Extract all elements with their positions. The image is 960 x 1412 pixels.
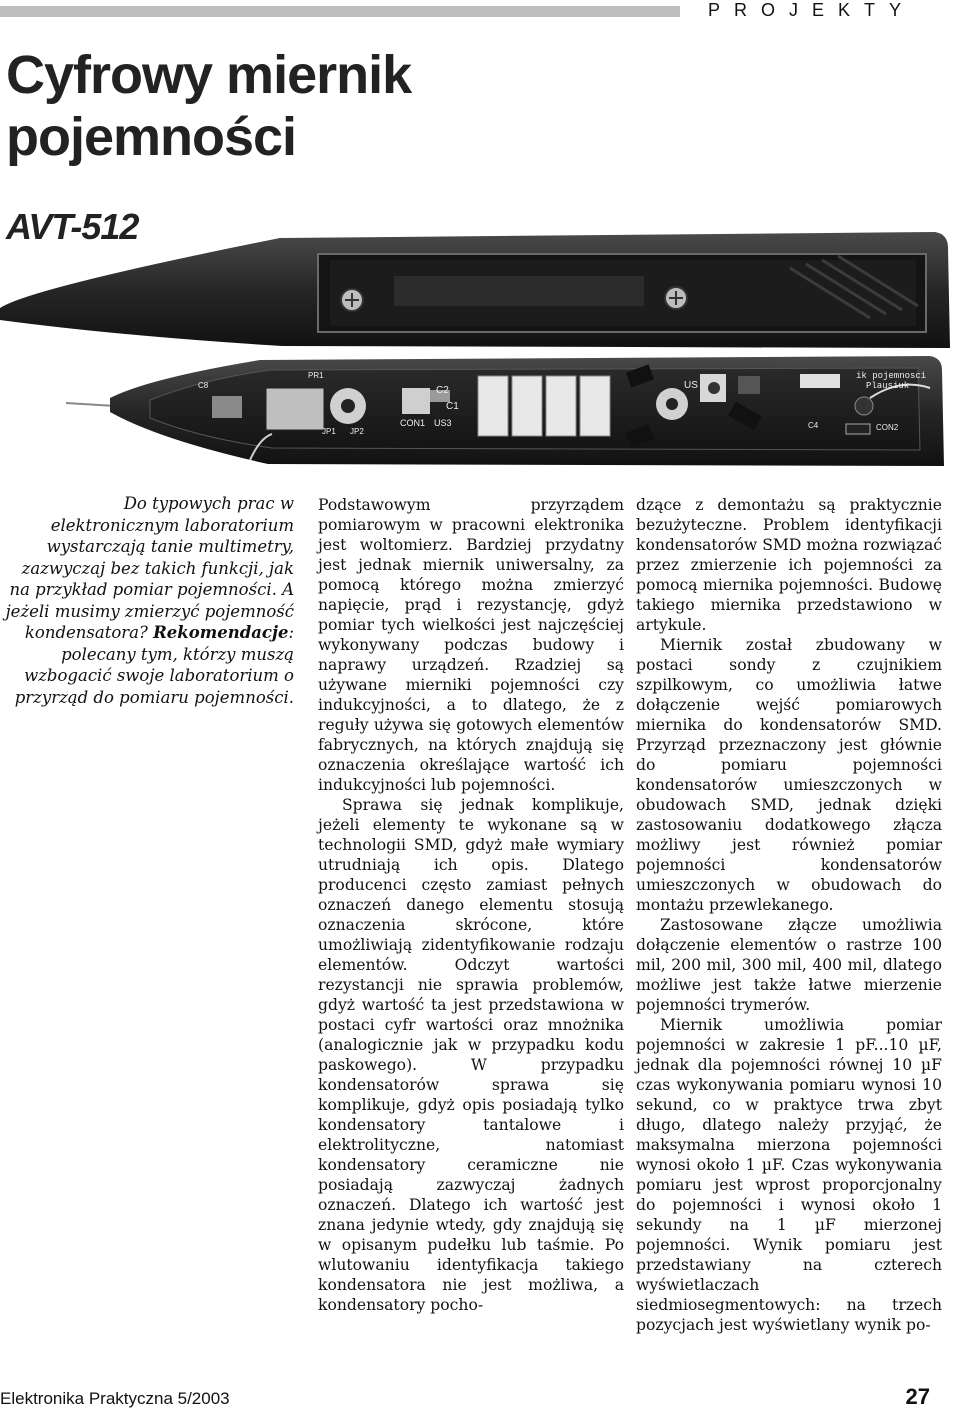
body-paragraph: Miernik umożliwia pomiar pojemności w zakresie 1 pF...10 µF, jednak dla pojemności równej 10 µF czas wykonywania pomiaru wynosi 10 sekund, co w praktyce trwa zbyt długo, dlatego należy przyjąć, że maksymalna mierzona pojemności wynosi około 1 µF. Czas wykonywania pomiaru jest wprost proporcjonalny do pojemności i wynosi około 1 sekundy na 1 µF mierzonej pojemności. Wynik pomiaru jest przedstawiany na czterech wyświetlaczach siedmiosegmentowych: na trzech pozycjach jest wyświetlany wynik po-: [636, 1016, 942, 1334]
body-paragraph: Sprawa się jednak komplikuje, jeżeli elementy te wykonane są w technologii SMD, gdyż małe wymiary utrudniają ich opis. Dlatego producenci często zamiast pełnych oznaczeń danego elementu stosują oznaczenia skrócone, które umożliwiają zidentyfikowanie rodzaju elementów. Odczyt wartości rezystancji nie sprawia problemów, gdyż wartość ta jest przedstawiona w postaci cyfr wartości oraz mnożnika (analogicznie jak w przypadku kodu paskowego). W przypadku kondensatorów sprawa się komplikuje, gdyż opis posiadają tylko kondensatory tantalowe i elektrolityczne, natomiast kondensatory ceramiczne nie posiadają zazwyczaj żadnych oznaczeń. Dlatego ich wartość jest znana jedynie wtedy, gdy znajdują się w opisanym pudełku lub taśmie. Po wlutowaniu identyfikacja takiego kondensatora nie jest możliwa, a kondensatory pocho-: [318, 796, 624, 1314]
body-paragraph: Zastosowane złącze umożliwia dołączenie elementów o rastrze 100 mil, 200 mil, 300 mil, 400 mil, dlatego możliwe jest także łatwe mierzenie pojemności trymerów.: [636, 916, 942, 1014]
device-photo: [0, 228, 960, 478]
pcb-label: JP2: [350, 427, 364, 436]
pcb-label: C4: [808, 421, 819, 430]
page-number: 27: [905, 1384, 930, 1409]
recommendation-label: Rekomendacje: [153, 623, 289, 642]
lead-text: Do typowych prac w elektronicznym laboratorium wystarczają tanie multimetry, zazwyczaj bez takich funkcji, jak na przykład pomiar pojemności. A jeżeli musimy zmierzyć pojemność kondensatora?: [5, 494, 294, 642]
body-column-2: [636, 495, 942, 1335]
pcb-label: C2: [436, 385, 449, 396]
pcb-label: ik pojemnosci: [856, 371, 927, 381]
lead-recommendation: : polecany tym, którzy muszą wzbogacić swoje laboratorium o przyrząd do pomiaru pojemności.: [14, 623, 294, 707]
pcb-label: US: [684, 380, 698, 391]
pcb-label: JP1: [322, 427, 336, 436]
section-label: PROJEKTY: [708, 0, 916, 20]
body-paragraph: dzące z demontażu są praktycznie bezużyteczne. Problem identyfikacji kondensatorów SMD można rozwiązać przez zmierzenie ich pojemności za pomocą miernika pojemności. Budowę takiego miernika przedstawiono w artykule.: [636, 496, 942, 634]
display-digit: [546, 376, 576, 436]
pcb-label: CON2: [876, 423, 899, 432]
pcb-label: C1: [446, 401, 459, 412]
magazine-issue: Elektronika Praktyczna 5/2003: [0, 1389, 230, 1408]
pcb-label: C8: [198, 381, 209, 390]
display-digit: [478, 376, 508, 436]
body-paragraph: Miernik został zbudowany w postaci sondy z czujnikiem szpilkowym, co umożliwia łatwe dołączenie wejść pomiarowych miernika do kondensatorów SMD. Przyrząd przeznaczony jest głównie do pomiaru pojemności kondensatorów umieszczonych w obudowach SMD, jednak dzięki zastosowaniu dodatkowego złącza możliwy jest również pomiar pojemności kondensatorów umieszczonych w obudowach do montażu przewlekanego.: [636, 636, 942, 914]
kit-code: AVT-512: [6, 206, 139, 247]
body-column-1: [318, 495, 624, 1315]
pcb-label: CON1: [400, 418, 426, 428]
pcb-label: US3: [434, 418, 452, 428]
display-digit: [580, 376, 610, 436]
article-title: Cyfrowy miernik pojemności: [6, 45, 412, 167]
lead-paragraph: [0, 493, 294, 708]
display-digit: [512, 376, 542, 436]
pcb-label: Plausiuk: [866, 381, 910, 391]
header-bar: [0, 6, 680, 17]
pcb-label: PR1: [308, 371, 324, 380]
body-paragraph: Podstawowym przyrządem pomiarowym w pracowni elektronika jest woltomierz. Bardziej przydatny jest jednak miernik uniwersalny, za pomocą którego można zmierzyć napięcie, prąd i rezystancję, gdyż pomiar tych wielkości jest najczęściej wykonywany podczas budowy i naprawy urządzeń. Rzadziej są używane mierniki pojemności czy indukcyjności, a to dlatego, że z reguły używa się gotowych elementów fabrycznych, na których znajdują się oznaczenia określające wartość ich indukcyjności lub pojemności.: [318, 496, 624, 794]
